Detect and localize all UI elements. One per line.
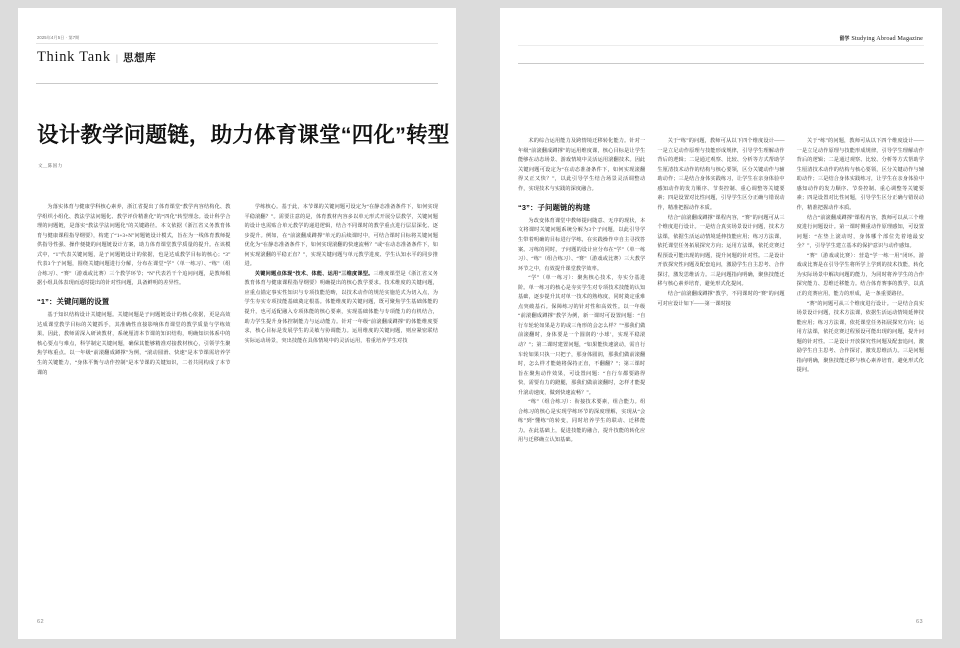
masthead-chinese: 思想库 [123, 52, 157, 64]
paragraph: 结合“前滚翻成蹲撑”课程内容，教师可以从三个维度进行问题设计。第一课时侧重动作原理感知，可设置问题：“在垫上滚动时，身体哪个部位先着地最安全？”，引导学生建立基本的保护意识与动作感知。 [796, 214, 924, 250]
left-column-1 [37, 203, 231, 378]
left-column-2 [245, 203, 439, 378]
section-subhead-2: “3”：子问题链的构建 [518, 202, 591, 212]
masthead-separator: | [115, 52, 119, 63]
right-header-hairline-rule [518, 45, 924, 46]
left-page [18, 8, 456, 639]
magazine-name: Studying Abroad Magazine [851, 35, 923, 42]
paragraph: 为落实体育与健康学科核心素养，浙江省提出了体育课堂“教学内容结构化、教学组织小组化、教法学法问题化、教学评价精准化”的“四化”转型理念。设计科学合理的问题链，是落实“教法学法问题化”的关键路径。本文依据《浙江省义务教育体育与健康课程指导纲要》，构建了“1+3+N”问题链设计模式，旨在为一线体育教师提供指导性强、操作便捷的问题链设计方案，助力体育课堂教学质量的提升。在该模式中，“1”代表关键问题，是子问题链设计的依据，也是达成教学目标的核心；“3”代表3个子问题，围绕关键问题进行分解，分布在课堂“学”（单一练习）、“练”（组合练习）、“赛”（游戏或比赛）三个教学环节；“N”代表若干个追问问题，是教师根据小组具体表现而适时提出的针对性问题，具备鲜明的差异性。 [37, 203, 231, 287]
left-page-columns [36, 203, 438, 378]
page-number-right: 63 [915, 619, 923, 625]
paragraph: 结合“前滚翻成蹲撑”教学，不同课时的“赛”的问题可对应设计如下——第一课时接 [657, 290, 785, 307]
paragraph: “练”（组合练习）：衔接技术要素，组合能力。组合练习的核心是实现学练环节的深度理解，实现从“会练”到“懂练”的转变，同时培养学生的联动、迁移能力。在此基础上，促进技能的融合，提升技能的转化应用与迁移确立认知基础。 [518, 399, 646, 444]
section-subhead-1: “1”：关键问题的设置 [37, 297, 110, 307]
right-column-3 [797, 64, 924, 446]
masthead-english: Think Tank [37, 48, 111, 65]
paragraph: “学”（单一练习）：聚焦核心技术，夯实分基进阶。单一练习的核心是夯实学生对专项技术技能的认知基础，逐步提升其对单一技术的熟练度，同时奠定重难点突破基石。保障练习的针对性和高效性。以一年级“前滚翻成蹲撑”教学为例，新一课时可设置问题：“自行车轮轮如果是方的或三角形的会怎么样？”“那我们做前滚翻时，身体要是一个圆润的‘小球’，实现平稳滚动？”；第二课时建置问题，“如果能快速滚动，需自行车轮如果只执一只把子，那身体圆润，那我们做前滚翻时，怎么样才能她将保持正直，不翻翻？”；第三课时旨在聚焦动作效果，可设置问题：“自行车都要路得快，需要有力的蹬腿，那我们做前滚翻时，怎样才能提升滚动速度，做到快速流畅？”。 [518, 275, 646, 396]
article-byline: 文＿陈国力 [38, 162, 63, 168]
paragraph: 关于“练”的问题，教师可从以下四个维度设计——一是立足动作原理与技能形成规律，引导学生理解动作背后的逻辑；二是通过观察、比较、分析等方式帮助学生厘清技术动作的结构与核心要领，区分关键动作与辅助动作；三是结合身体实践练习，让学生在亲身体验中感知动作的发力顺序、节奏控制、重心调整等关键要素；四是设置对比性问题，引导学生区分正确与错误动作，精准把握动作本质。 [657, 138, 785, 212]
paragraph: 关于“练”的问题，教师可从以下四个维度设计——一是立足动作原理与技能形成规律，引导学生理解动作背后的逻辑；二是通过观察、比较、分析等方式帮助学生厘清技术动作的结构与核心要领，区分关键动作与辅助动作；三是结合身体实践练习，让学生在亲身体验中感知动作的发力顺序、节奏控制、重心调整等关键要素；四是设置对比性问题，引导学生区分正确与错误动作，精准把握动作本质。 [796, 138, 924, 212]
paragraph: “赛”的问题可从三个维度进行设计。一是结合真实场景设计问题，技术方法课，依据生活运动情境延伸技能应用；练习方法课，依托课堂任务拓展探究方向；运用方法课，依托竞赛过程预设可能出现的问题，提升问题的针对性。二是设计开放探究性问题及配套追问，激励学生自主思考、合作探讨，激发思维活力。三是问题指向明确，聚焦技能迁移与核心素养培育，避免形式化提问。 [796, 300, 924, 374]
article-title: 设计教学问题链，助力体育课堂“四化”转型 [37, 122, 450, 147]
magazine-mark: 留学 [839, 36, 850, 42]
masthead [36, 44, 438, 66]
paragraph-with-lead-in [245, 270, 439, 346]
paragraph-body: 三维度课型是《浙江省义务教育体育与健康课程指导纲要》明确提出的核心教学要求。技术维度的关键问题，应重点锚定事实性知识与专项技能范畴，以技术动作的规范实施范式为切入点，为学生夯实专项技能基础奠定根基。体能维度的关键问题，既可聚焦学生基础体能的提升，也可适配融入专项体能的核心要素，实现基础体能与专项能力的有机结合，助力学生提升身体控制能力与运动能力。针对一年级“前滚翻成蹲撑”的体能维度要求，核心目标是发展学生的灵敏与协调能力。运用维度的关键问题，则应紧密联结实际运动场景，突出技能在具体情境中的灵活运用，着重培养学生对技 [244, 270, 438, 344]
lead-in-phrase: 关键问题点体现“技术、体能、运用”三维度课型。 [254, 270, 374, 277]
paragraph: 基于知识结构设计关键问题。关键问题是子问题链设计的核心依据，更是高效达成课堂教学目标的关键抓手，其准确性直接影响体育课堂的教学质量与学练效果。因此，教师需深入研读教材，系统厘清本节课的知识结构，明确知识体系中的核心要点与难点，科学制定关键问题，确保其能够精准对接教材核心，引领学生聚焦学练重点。以一年级“前滚翻成蹲撑”为例，“滚动圆滑、快速”是本节课需培养学生的关键能力，“身体平衡与动作控制”是本节课的关键知识，二者共同构成了本节课的 [37, 312, 231, 376]
issue-line: 2025年4月5日 · 第7期 [37, 35, 80, 40]
right-column-2 [657, 64, 784, 446]
paragraph: 术的综合运用能力及跨情境迁移转化能力。针对一年级“前滚翻成蹲撑”的运用维度课，核心目标是让学生能够在动态场景、游戏情境中灵活运用滚翻技术。因此关键问题可设定为“在动态准备条件下，如何实现滚翻得又正又快？”，以此引导学生结合场景灵活调整动作，实现技术与实践的深度融合。 [518, 138, 646, 192]
right-page-columns [518, 64, 924, 446]
paragraph: 为改变体育课堂中教师提问随意、无序的现状，本文将课时关键问题系统分解为3个子问题，以此引导学生带着明确的目标进行学练，在实践操作中自主寻找答案。习练的同时，子问题的设计应分布在“学”（单一练习）、“练”（组合练习）、“赛”（游戏或比赛）三大教学环节之中，有效提升课堂教学效率。 [518, 217, 646, 272]
right-page [500, 8, 942, 639]
right-page-header [518, 8, 924, 42]
right-column-1 [518, 64, 645, 446]
masthead-divider-rule [36, 83, 438, 84]
paragraph: 学练核心。基于此，本节课的关键问题可设定为“在静态准备条件下，如何实现平稳滚翻？”。需要注意的是，体育教材内容多以单元形式开展分层教学，关键问题的设计也需贴合单元教学的递进逻辑，结合不同课时的教学重点进行层层深化、逐步提升。例如，在“前滚翻成蹲撑”单元的后续课时中，可结合课时目标将关键问题优化为“在静态准备条件下，如何实现滚翻的快速流畅？”或“在动态准备条件下，如何实现滚翻的平稳正直？”，实现关键问题与单元教学进度、学生认知水平的同步推进。 [244, 203, 438, 268]
page-number-left: 62 [37, 619, 45, 625]
paragraph: “赛”（游戏或比赛）：营造“学一练一用”闭环。游戏或比赛是在引导学生将所学上学到的技术技能，转化为实际场景中解决问题的能力，为同时将养学生的合作探究能力、思维迁移能力。结合体育赛事的教学，以真正的竞赛应用，能力的形成，是一条重要路径。 [796, 252, 924, 297]
paragraph: 结合“前滚翻成蹲撑”课程内容，“赛”的问题可从三个维度进行设计。一是结合真实场景设计问题，技术方法课，依据生活运动情境延伸技能应用；练习方法课，依托课堂任务拓展探究方向；运用方法课，依托竞赛过程预设可能出现的问题，提升问题的针对性。二是设计开放探究性问题及配套追问，激励学生自主思考、合作探讨，激发思维活力。三是问题指向明确，聚焦技能迁移与核心素养培育，避免形式化提问。 [657, 214, 785, 288]
